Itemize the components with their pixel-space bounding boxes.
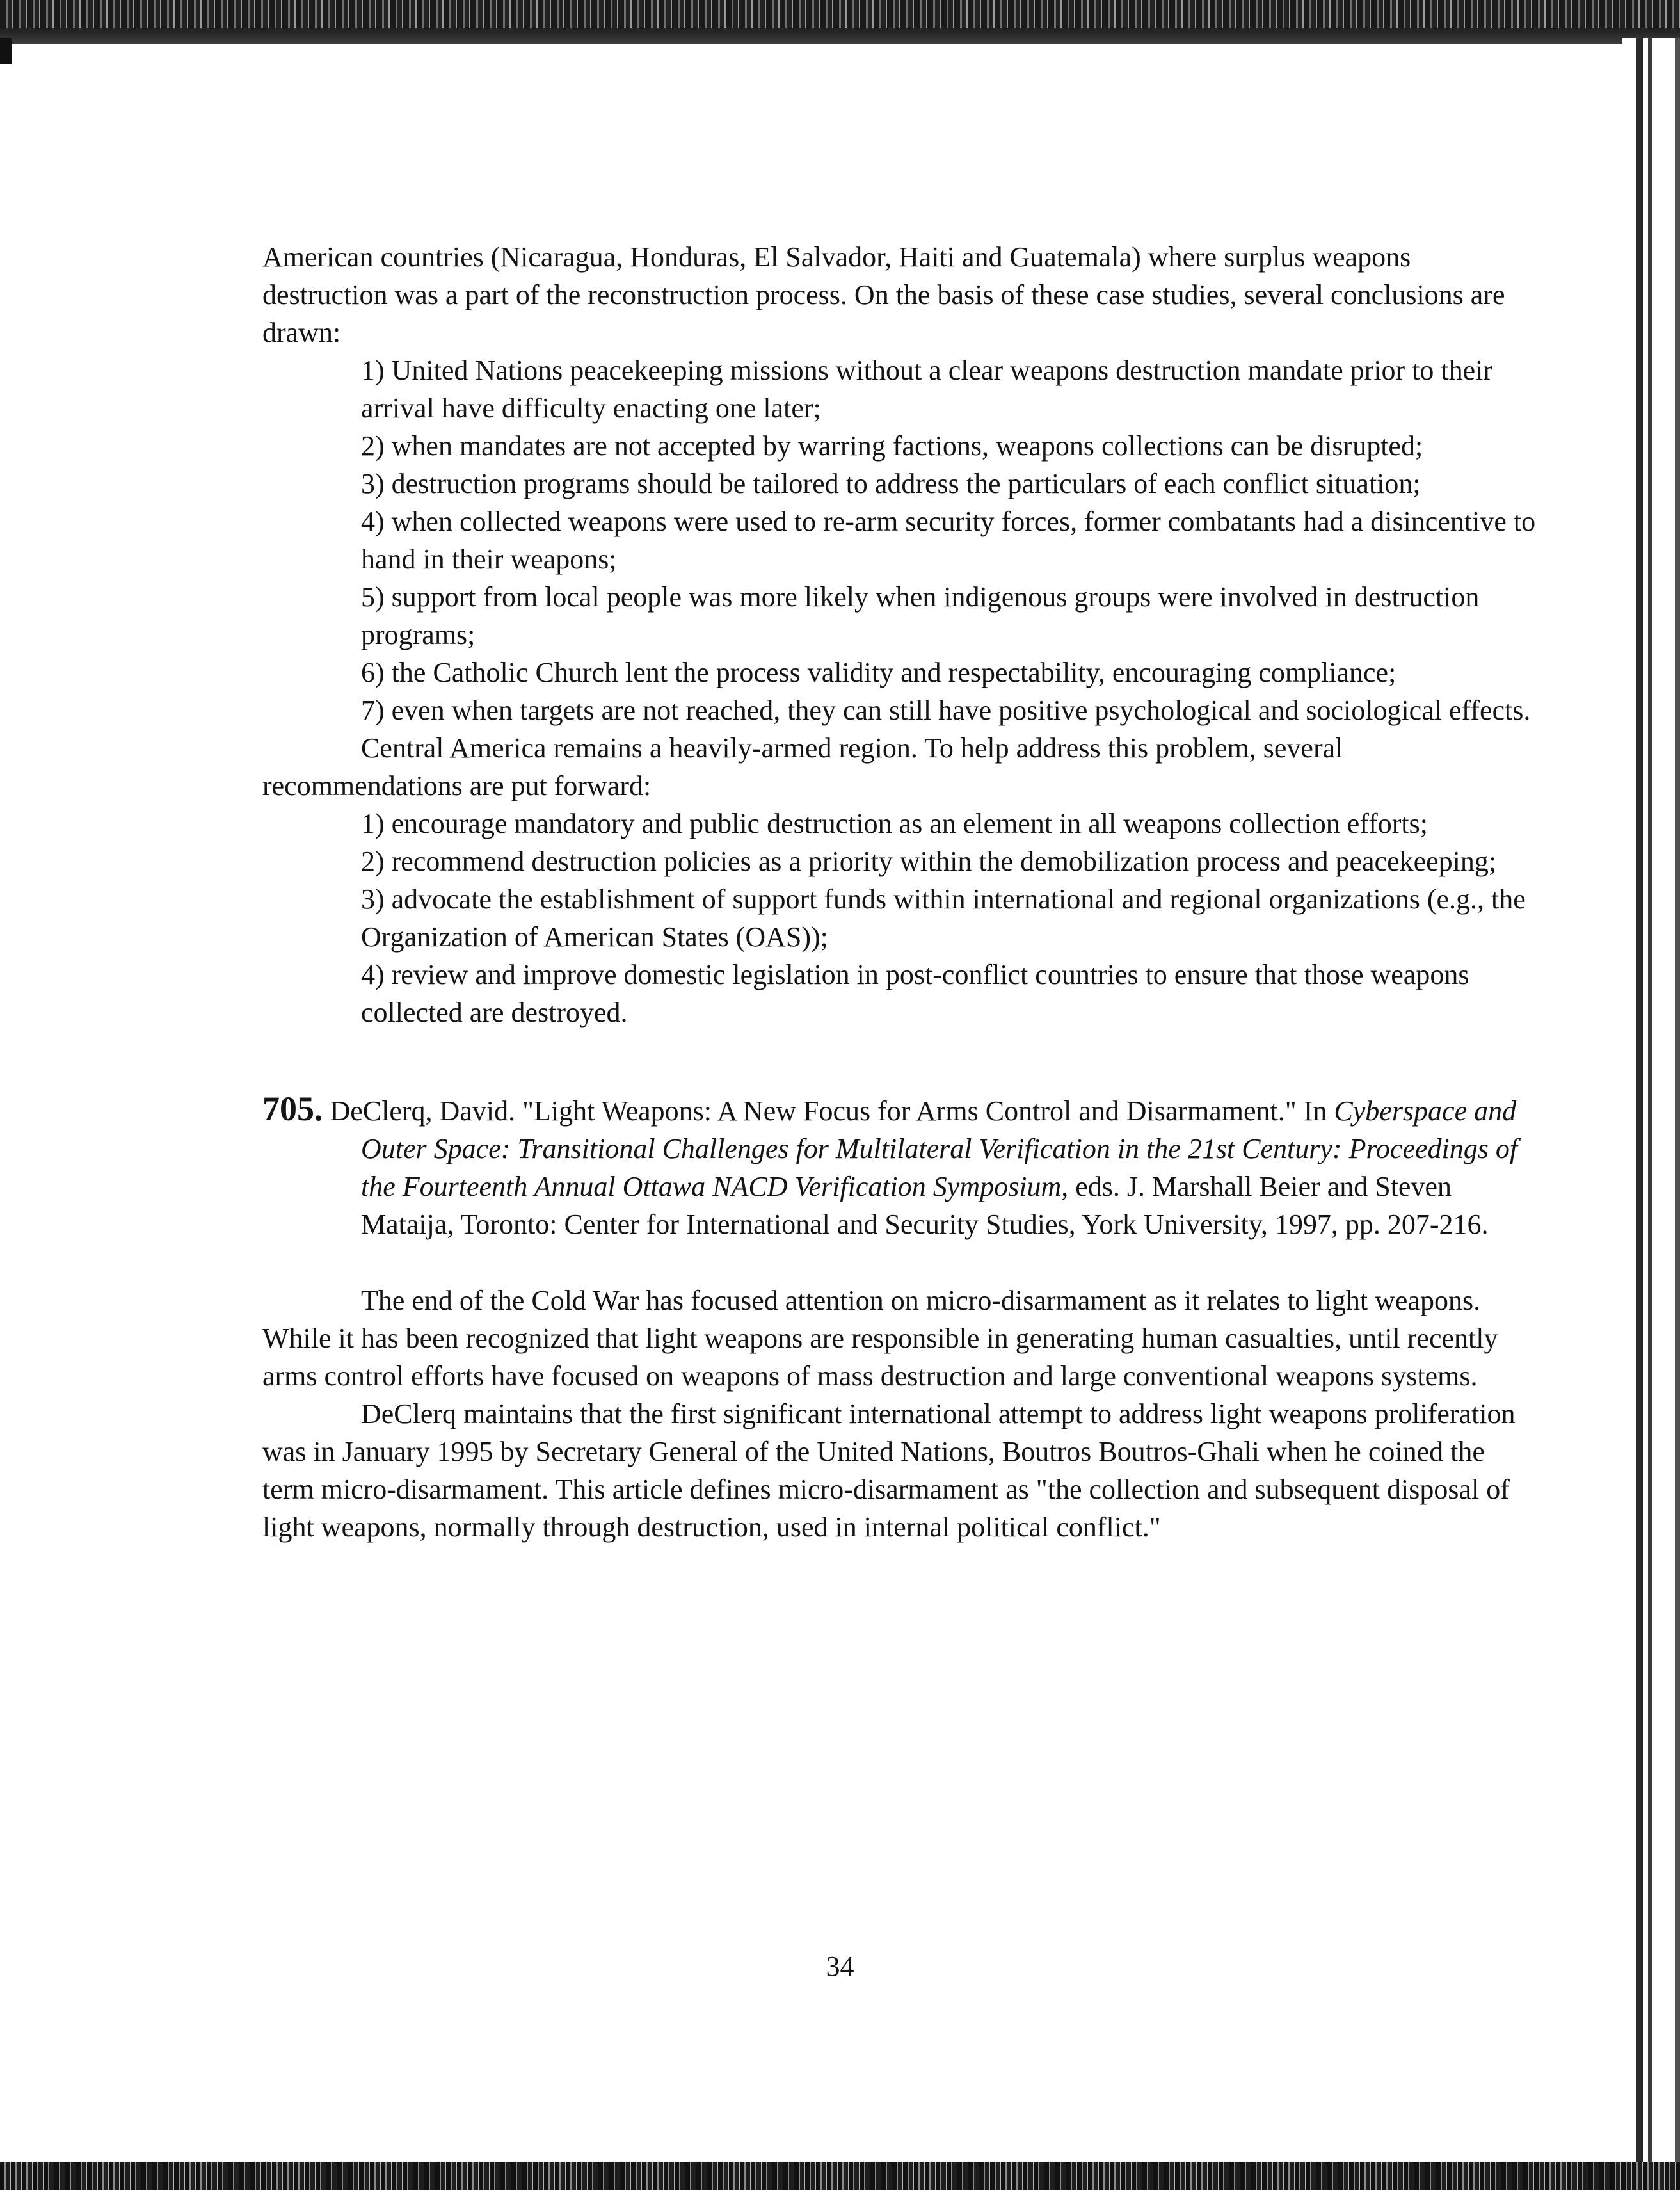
conclusion-item: 2) when mandates are not accepted by warring factions, weapons collections can be disrupted; bbox=[361, 430, 1423, 462]
recommendations-intro: Central America remains a heavily-armed region. To help address this problem, several recommendations are put forward: bbox=[262, 732, 1343, 801]
entry-citation-tail: , eds. J. Marshall Beier and Steven Mataija, Toronto: Center for International and Security Studies, York University, 1997, pp. 207-216. bbox=[361, 1171, 1489, 1240]
document-body bbox=[262, 238, 1536, 1546]
conclusion-item: 3) destruction programs should be tailored to address the particulars of each conflict situation; bbox=[361, 468, 1421, 499]
conclusion-item: 4) when collected weapons were used to re-arm security forces, former combatants had a disincentive to hand in their weapons; bbox=[361, 506, 1536, 575]
conclusions-list bbox=[262, 351, 1536, 729]
entry-citation-title: Cyberspace and Outer Space: Transitional Challenges for Multilateral Verification in the 21st Century: Proceedings of the Fourteenth Annual Ottawa NACD Verification Symposium bbox=[361, 1095, 1518, 1202]
recommendation-item: 4) review and improve domestic legislation in post-conflict countries to ensure that those weapons collected are destroyed. bbox=[361, 959, 1469, 1028]
conclusion-item: 7) even when targets are not reached, they can still have positive psychological and sociological effects. bbox=[361, 695, 1531, 726]
abstract-paragraph: DeClerq maintains that the first significant international attempt to address light weapons proliferation was in January 1995 by Secretary General of the United Nations, Boutros Boutros-Ghali when he coined the term micro-disarmament. This article defines micro-disarmament as "the collection and subsequent disposal of light weapons, normally through destruction, used in internal political conflict." bbox=[262, 1398, 1516, 1543]
scan-corner-mark bbox=[0, 38, 12, 64]
recommendations-list bbox=[262, 805, 1536, 1031]
conclusion-item: 1) United Nations peacekeeping missions without a clear weapons destruction mandate prior to their arrival have difficulty enacting one later; bbox=[361, 355, 1493, 424]
scan-bottom-border bbox=[0, 2162, 1680, 2190]
page-number: 34 bbox=[826, 1951, 854, 1982]
conclusion-item: 6) the Catholic Church lent the process validity and respectability, encouraging compliance; bbox=[361, 657, 1396, 688]
opening-paragraph: American countries (Nicaragua, Honduras, El Salvador, Haiti and Guatemala) where surplus weapons destruction was a part of the reconstruction process. On the basis of these case studies, several conclusions are drawn: bbox=[262, 241, 1505, 348]
scan-right-border bbox=[1622, 38, 1680, 2164]
scan-top-border bbox=[0, 0, 1680, 44]
recommendation-item: 2) recommend destruction policies as a priority within the demobilization process and peacekeeping; bbox=[361, 846, 1497, 877]
recommendation-item: 3) advocate the establishment of support funds within international and regional organizations (e.g., the Organization of American States (OAS)); bbox=[361, 883, 1526, 953]
section-gap bbox=[262, 1243, 1536, 1282]
bibliography-entry bbox=[262, 1090, 1536, 1243]
conclusion-item: 5) support from local people was more likely when indigenous groups were involved in destruction programs; bbox=[361, 581, 1480, 650]
recommendation-item: 1) encourage mandatory and public destruction as an element in all weapons collection efforts; bbox=[361, 808, 1428, 839]
abstract-paragraph: The end of the Cold War has focused attention on micro-disarmament as it relates to light weapons. While it has been recognized that light weapons are responsible in generating human casualties, until recently arms control efforts have focused on weapons of mass destruction and large conventional weapons systems. bbox=[262, 1285, 1498, 1392]
entry-citation-lead: DeClerq, David. "Light Weapons: A New Focus for Arms Control and Disarmament." In bbox=[323, 1095, 1334, 1127]
entry-number: 705. bbox=[262, 1090, 323, 1128]
